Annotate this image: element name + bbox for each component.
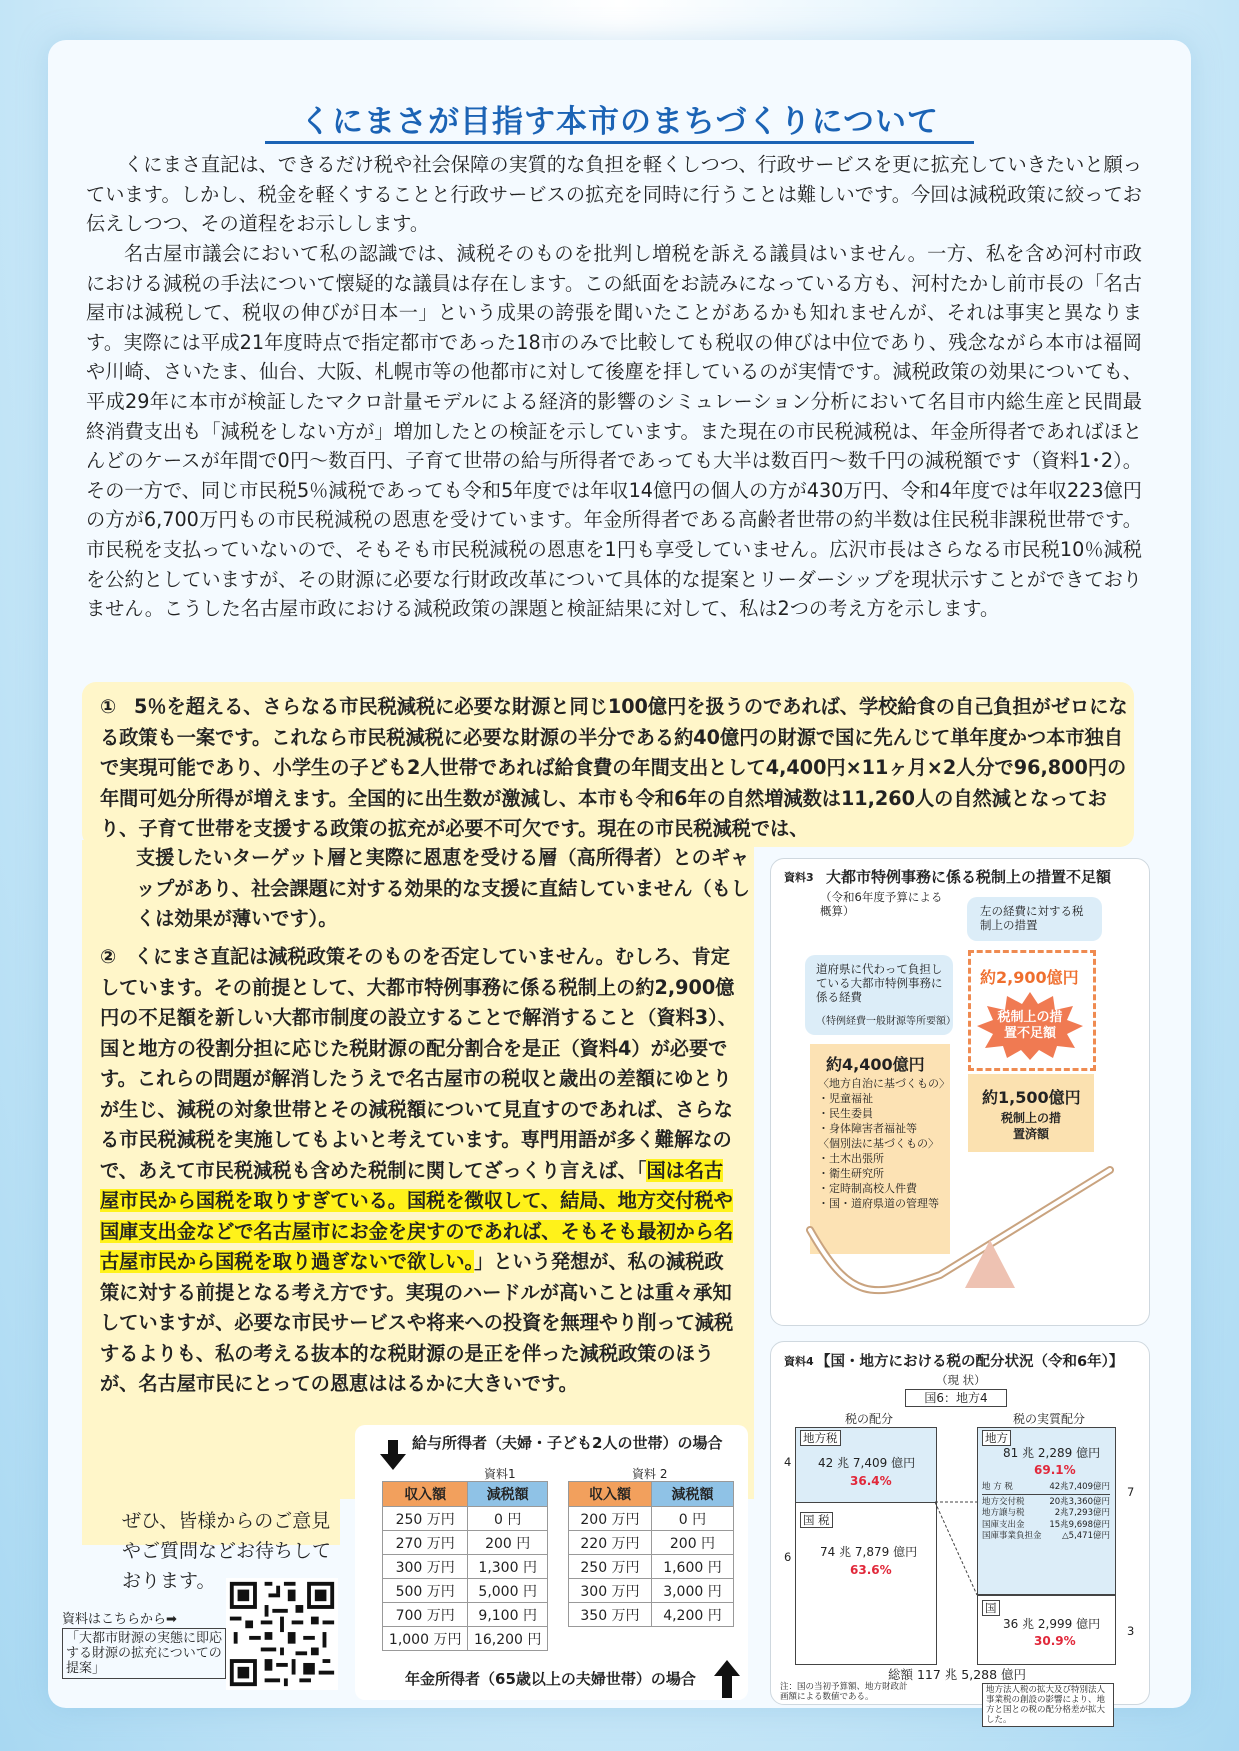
arrow-down-icon	[380, 1440, 406, 1470]
table-row	[569, 1555, 734, 1579]
income-cell: 700 万円	[383, 1603, 468, 1627]
intro-paragraph-2: 名古屋市議会において私の認識では、減税そのものを批判し増税を訴える議員はいません。一方、私を含め河村市政における減税の手法について懐疑的な議員は存在します。この紙面をお読みになっている方も、河村たかし前市長の「名古屋市は減税して、税収の伸びが日本一」という成果の誇張を聞いたことがあるかも知れませんが、それは事実と異なります。実際には平成21年度時点で指定都市であった18市のみで比較しても税収の伸びは中位であり、残念ながら本市は福岡や川崎、さいたま、仙台、大阪、札幌市等の他都市に対して後塵を拝しているのが実情です。減税政策の効果についても、平成29年に本市が検証したマクロ計量モデルによる経済的影響のシミュレーション分析において名目市内総生産と民間最終消費支出も「減税をしない方が」増加したとの検証を示しています。また現在の市民税減税は、年金所得者であればほとんどのケースが年間で0円～数百円、子育て世帯の給与所得者であっても大半は数百円～数千円の減税額です（資料1･2）。その一方で、同じ市民税5％減税であっても令和5年度では年収14億円の個人の方が430万円、令和4年度では年収223億円の方が6,700万円もの市民税減税の恩恵を受けています。年金所得者である高齢者世帯の約半数は住民税非課税世帯です。市民税を支払っていないので、そもそも市民税減税の恩恵を1円も享受していません。広沢市長はさらなる市民税10％減税を公約としていますが、その財源に必要な行財政改革について具体的な提案とリーダーシップを現状示すことができておりません。こうした名古屋市政における減税政策の課題と検証結果に対して、私は2つの考え方を示します。	[86, 242, 1142, 621]
table-row	[569, 1531, 734, 1555]
tax-measure-box-text: 左の経費に対する税制上の措置	[980, 904, 1084, 932]
income-cell: 1,000 万円	[383, 1627, 468, 1651]
real-local-label: 地方	[982, 1430, 1011, 1446]
expense-amount: 約4,400億円	[826, 1055, 925, 1074]
income-header: 収入額	[569, 1482, 652, 1507]
breakdown-amount: 2兆7,293億円	[1054, 1508, 1110, 1518]
income-cell: 500 万円	[383, 1579, 468, 1603]
income-cell: 300 万円	[569, 1579, 652, 1603]
reduction-cell: 5,000 円	[468, 1579, 548, 1603]
local-tax-amount: 42 兆 7,409 億円	[818, 1456, 916, 1470]
proposal-2-text: くにまさ直記は減税政策そのものを否定していません。むしろ、肯定しています。その前提として、大都市特例事務に係る税制上の約2,900億円の不足額を新しい大都市制度の設立することで解消すること（資料3）、国と地方の役割分担に応じた税財源の配分割合を是正（資料4）が必要です。これらの問題が解消したうえで名古屋市の税収と歳出の差額にゆとりが生じ、減税の対象世帯とその減税額について見直すのであれば、さらなる市民税減税を実施してもよいと考えています。専門用語が多く難解なので、あえて市民税減税も含めた税制に関してざっくり言えば、「	[100, 945, 737, 1182]
proposal-2	[100, 942, 742, 1400]
real-national-amount: 36 兆 2,999 億円	[1003, 1617, 1101, 1631]
measured-amount: 約1,500億円	[982, 1088, 1081, 1107]
expense-item: ・民生委員	[818, 1107, 873, 1120]
reduction-header: 減税額	[651, 1482, 733, 1507]
income-cell: 250 万円	[383, 1507, 468, 1531]
real-national-percent: 30.9%	[1034, 1634, 1076, 1648]
table-row	[383, 1555, 548, 1579]
figure-4-note-2: 地方法人税の拡大及び特別法人事業税の創設の影響により、地方と国との税の配分格差が拡大した。	[982, 1683, 1114, 1727]
breakdown-amount: 42兆7,409億円	[1049, 1482, 1110, 1492]
title-underline	[265, 141, 974, 144]
breakdown-label: 地 方 税	[982, 1482, 1013, 1492]
breakdown-label: 地方譲与税	[982, 1508, 1025, 1518]
intro-paragraph-1: くにまさ直記は、できるだけ税や社会保障の実質的な負担を軽くしつつ、行政サービスを更に拡充していきたいと願っています。しかし、税金を軽くすることと行政サービスの拡充を同時に行うことは難しいです。今回は減税政策に絞ってお伝えしつつ、その道程をお示しします。	[86, 153, 1142, 236]
breakdown-row	[982, 1508, 1110, 1520]
proposal-2-text-end: 」という発想が、私の減税政策に対する前提となる考え方です。実現のハードルが高いことは重々承知していますが、必要な市民サービスや将来への投資を無理やり削って減税するよりも、私の考える抜本的な税財源の是正を伴った減税政策のほうが、名古屋市民にとっての恩恵ははるかに大きいです。	[100, 1250, 734, 1395]
figure-3-label: 資料3	[784, 871, 814, 884]
real-local-breakdown	[982, 1482, 1110, 1543]
proposal-1	[100, 692, 1130, 845]
national-tax-label: 国 税	[800, 1512, 833, 1528]
figure-3-title: 大都市特例事務に係る税制上の措置不足額	[826, 868, 1112, 886]
expense-item: ・児童福祉	[818, 1092, 873, 1105]
figure-4-status: （現 状）	[936, 1373, 986, 1387]
table-2-label: 資料 2	[632, 1467, 668, 1481]
qr-code[interactable]	[226, 1578, 338, 1690]
real-local-amount: 81 兆 2,289 億円	[1003, 1446, 1101, 1460]
real-national-label: 国	[982, 1600, 1000, 1616]
arrow-up-icon	[714, 1660, 740, 1698]
proposal-2-highlight: 国は名古屋市民から国税を取りすぎている。国税を徴収して、結局、地方交付税や国庫支出金などで名古屋市にお金を戻すのであれば、そもそも最初から名古屋市民から国税を取り過ぎないで欲しい。	[100, 1158, 734, 1273]
reduction-cell: 200 円	[468, 1531, 548, 1555]
breakdown-row	[982, 1531, 1110, 1543]
reduction-cell: 9,100 円	[468, 1603, 548, 1627]
salary-reduction-table	[382, 1481, 548, 1651]
local-tax-percent: 36.4%	[850, 1474, 892, 1488]
special-expense-box-text: 道府県に代わって負担している大都市特例事務に係る経費	[816, 962, 943, 1004]
expense-item: 〈地方自治に基づくもの〉	[818, 1077, 950, 1090]
measured-label: 税制上の措置済額	[1000, 1111, 1061, 1141]
national-tax-amount: 74 兆 7,879 億円	[820, 1545, 918, 1559]
special-expense-box-note: （特例経費一般財源等所要額）	[816, 1016, 956, 1027]
table-row	[383, 1603, 548, 1627]
col-left-label: 税の配分	[845, 1412, 894, 1426]
real-local-percent: 69.1%	[1034, 1463, 1076, 1477]
expense-item: ・土木出張所	[818, 1152, 884, 1165]
figure-4-title: 【国・地方における税の配分状況（令和6年）】	[816, 1354, 1124, 1370]
local-tax-label: 地方税	[800, 1430, 841, 1446]
total-amount: 総額 117 兆 5,288 億円	[888, 1667, 1027, 1682]
table-row	[383, 1579, 548, 1603]
figure-4-note: 注：国の当初予算額、地方財政計画額による数値である。	[780, 1682, 908, 1702]
income-cell: 270 万円	[383, 1531, 468, 1555]
reduction-cell: 4,200 円	[651, 1603, 733, 1627]
breakdown-row	[982, 1482, 1110, 1495]
table-row	[569, 1603, 734, 1627]
income-cell: 250 万円	[569, 1555, 652, 1579]
qr-caption	[62, 1612, 226, 1679]
transfer-lines	[935, 1500, 977, 1600]
expense-item: ・国・道府県道の管理等	[818, 1197, 939, 1210]
reduction-cell: 3,000 円	[651, 1579, 733, 1603]
left-ratio-national: 6	[784, 1550, 792, 1564]
income-cell: 220 万円	[569, 1531, 652, 1555]
breakdown-row	[982, 1520, 1110, 1532]
expense-item: ・身体障害者福祉等	[818, 1122, 917, 1135]
breakdown-label: 地方交付税	[982, 1496, 1025, 1507]
proposal-2-number: ②	[100, 945, 117, 968]
reduction-cell: 0 円	[651, 1507, 733, 1531]
col-right-label: 税の実質配分	[1013, 1412, 1086, 1426]
table-row	[383, 1507, 548, 1531]
table-row	[569, 1507, 734, 1531]
shortage-amount: 約2,900億円	[980, 968, 1079, 987]
pension-reduction-table	[568, 1481, 734, 1627]
breakdown-label: 国庫事業負担金	[982, 1531, 1042, 1541]
closing-message: ぜひ、皆様からのご意見やご質問などお待ちしております。	[122, 1510, 332, 1592]
figure-3-subtitle: （令和6年度予算による概算）	[820, 890, 943, 918]
reduction-tables-title: 給与所得者（夫婦・子ども2人の世帯）の場合	[412, 1434, 723, 1452]
left-ratio-local: 4	[784, 1455, 792, 1469]
table-1-label: 資料1	[484, 1467, 516, 1481]
qr-caption-label: 資料はこちらから➡	[62, 1612, 177, 1627]
expense-item: 〈個別法に基づくもの〉	[818, 1137, 939, 1150]
table-row	[569, 1579, 734, 1603]
expense-item: ・定時制高校人件費	[818, 1182, 917, 1195]
breakdown-label: 国庫支出金	[982, 1519, 1025, 1530]
qr-caption-box: 「大都市財源の実態に即応する財源の拡充についての提案」	[62, 1628, 226, 1679]
national-tax-percent: 63.6%	[850, 1563, 892, 1577]
right-ratio-national: 3	[1127, 1624, 1135, 1638]
income-cell: 300 万円	[383, 1555, 468, 1579]
income-cell: 350 万円	[569, 1603, 652, 1627]
breakdown-amount: △5,471億円	[1062, 1531, 1110, 1541]
balance-scale-icon	[790, 1150, 1130, 1310]
right-ratio-local: 7	[1127, 1485, 1135, 1499]
proposal-1-text: 5％を超える、さらなる市民税減税に必要な財源と同じ100億円を扱うのであれば、学校給食の自己負担がゼロになる政策も一案です。これなら市民税減税に必要な財源の半分である約40億円の財源で国に先んじて単年度かつ本市独自で実現可能であり、小学生の子ども2人世帯であれば給食費の年間支出として4,400円×11ヶ月×2人分で96,800円の年間可処分所得が増えます。全国的に出生数が激減し、本市も令和6年の自然増減数は11,260人の自然減となっており、子育て世帯を支援する政策の拡充が必要不可欠です。現在の市民税減税では、	[100, 695, 1128, 840]
reduction-tables-footer: 年金所得者（65歳以上の夫婦世帯）の場合	[405, 1670, 696, 1688]
expense-item: ・衛生研究所	[818, 1167, 884, 1180]
income-header: 収入額	[383, 1482, 468, 1507]
reduction-cell: 16,200 円	[468, 1627, 548, 1651]
breakdown-row	[982, 1497, 1110, 1509]
reduction-header: 減税額	[468, 1482, 548, 1507]
proposal-1-continued: 支援したいターゲット層と実際に恩恵を受ける層（高所得者）とのギャップがあり、社会課題に対する効果的な支援に直結していません（もしくは効果が薄いです）。	[136, 846, 750, 930]
shortage-label: 税制上の措置不足額	[997, 1010, 1063, 1041]
reduction-cell: 1,600 円	[651, 1555, 733, 1579]
table-row	[383, 1531, 548, 1555]
page-title: くにまさが目指す本市のまちづくりについて	[299, 104, 940, 140]
figure-4-label: 資料4	[784, 1355, 814, 1368]
reduction-cell: 200 円	[651, 1531, 733, 1555]
breakdown-amount: 15兆9,698億円	[1049, 1519, 1110, 1530]
breakdown-amount: 20兆3,360億円	[1049, 1496, 1110, 1507]
reduction-cell: 0 円	[468, 1507, 548, 1531]
proposal-1-number: ①	[100, 695, 117, 718]
income-cell: 200 万円	[569, 1507, 652, 1531]
reduction-cell: 1,300 円	[468, 1555, 548, 1579]
table-row	[383, 1627, 548, 1651]
figure-4-ratio: 国6：地方4	[905, 1389, 1007, 1407]
